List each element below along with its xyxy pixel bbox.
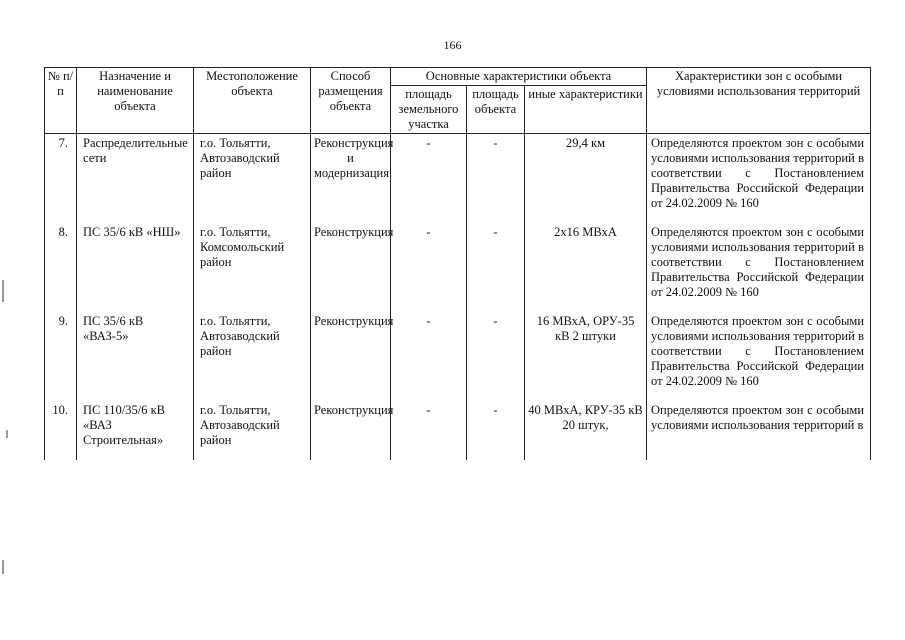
table-header [45,68,871,134]
header-land-area: площадь земельного участка [391,86,467,134]
placement-method: Реконструкция и модернизация [311,134,391,224]
other-characteristics: 29,4 км [525,134,647,224]
header-num: № п/п [45,68,77,134]
header-other-characteristics: иные характеристики [525,86,647,134]
header-object-area: площадь объекта [467,86,525,134]
object-name: Распределительные сети [77,134,194,224]
zone-characteristics: Определяются проектом зон с особыми условиями использования территорий в соответствии с Постановлением Правительства Российской Федерации от 24.02.2009 № 160 [647,223,871,312]
row-number: 9. [45,312,77,401]
land-area: - [391,401,467,460]
land-area: - [391,312,467,401]
object-location: г.о. Тольятти, Автозаводский район [194,134,311,224]
table-row [45,223,871,312]
placement-method: Реконструкция [311,312,391,401]
table-row [45,401,871,460]
header-zones: Характеристики зон с особыми условиями использования территорий [647,68,871,134]
header-method: Способ размещения объекта [311,68,391,134]
scan-artifact [2,560,4,574]
header-main-characteristics: Основные характеристики объекта [391,68,647,86]
objects-table [44,67,870,460]
row-number: 7. [45,134,77,224]
row-number: 10. [45,401,77,460]
row-number: 8. [45,223,77,312]
zone-characteristics: Определяются проектом зон с особыми условиями использования территорий в [647,401,871,460]
land-area: - [391,223,467,312]
object-name: ПС 35/6 кВ «НШ» [77,223,194,312]
object-location: г.о. Тольятти, Автозаводский район [194,312,311,401]
placement-method: Реконструкция [311,401,391,460]
other-characteristics: 40 МВхА, КРУ-35 кВ 20 штук, [525,401,647,460]
object-name: ПС 110/35/6 кВ «ВАЗ Строительная» [77,401,194,460]
header-location: Местоположение объекта [194,68,311,134]
object-area: - [467,223,525,312]
scan-artifact [6,430,8,438]
scan-artifact [2,280,4,302]
zone-characteristics: Определяются проектом зон с особыми условиями использования территорий в соответствии с Постановлением Правительства Российской Федерации от 24.02.2009 № 160 [647,134,871,224]
table-row [45,312,871,401]
table-row [45,134,871,224]
object-area: - [467,312,525,401]
other-characteristics: 16 МВхА, ОРУ-35 кВ 2 штуки [525,312,647,401]
other-characteristics: 2х16 МВхА [525,223,647,312]
page-number: 166 [443,38,462,52]
object-location: г.о. Тольятти, Комсомольский район [194,223,311,312]
placement-method: Реконструкция [311,223,391,312]
zone-characteristics: Определяются проектом зон с особыми условиями использования территорий в соответствии с Постановлением Правительства Российской Федерации от 24.02.2009 № 160 [647,312,871,401]
land-area: - [391,134,467,224]
header-name: Назначение и наименование объекта [77,68,194,134]
object-area: - [467,134,525,224]
object-area: - [467,401,525,460]
object-name: ПС 35/6 кВ «ВАЗ-5» [77,312,194,401]
object-location: г.о. Тольятти, Автозаводский район [194,401,311,460]
